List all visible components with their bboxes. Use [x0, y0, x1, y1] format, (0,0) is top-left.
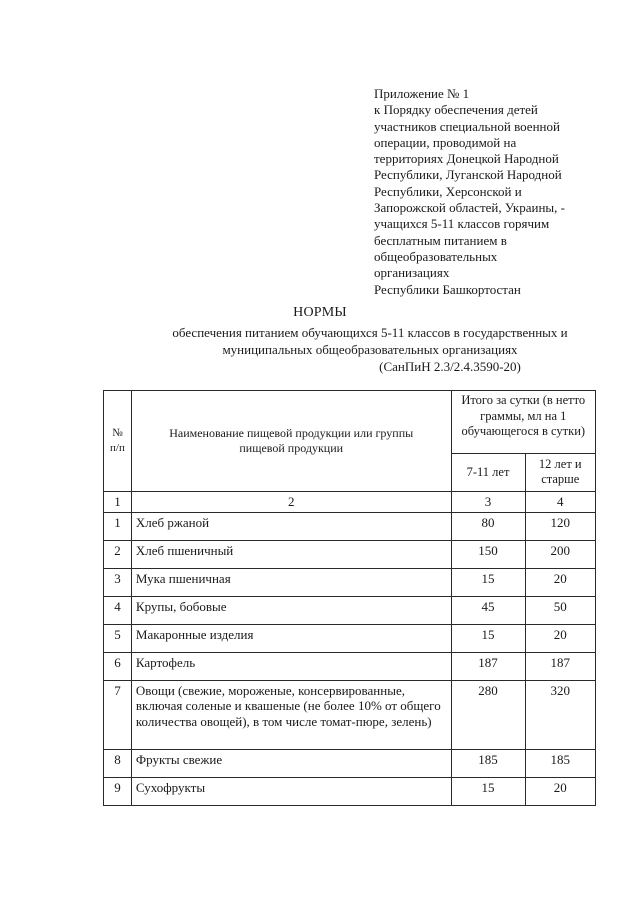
appendix-line: Республики Башкортостан [374, 281, 521, 297]
table-row [104, 680, 596, 749]
row-value-12-plus: 20 [525, 624, 595, 652]
subtitle-reference: (СанПиН 2.3/2.4.3590-20) [379, 359, 521, 374]
appendix-line: Запорожской областей, Украины, - [374, 200, 565, 216]
appendix-line: общеобразовательных [374, 248, 498, 264]
appendix-line: бесплатным питанием в [374, 232, 507, 248]
table-row [104, 777, 596, 805]
row-value-7-11: 280 [451, 680, 525, 749]
table-row [104, 652, 596, 680]
table-row [104, 568, 596, 596]
header-product-name: Наименование пищевой продукции или группы пищевой продукции [131, 391, 451, 492]
row-number: 9 [104, 777, 132, 805]
header-daily-total: Итого за сутки (в нетто граммы, мл на 1 обучающегося в сутки) [451, 391, 595, 454]
table-header-row [104, 391, 596, 454]
row-value-7-11: 80 [451, 512, 525, 540]
row-value-12-plus: 185 [525, 749, 595, 777]
row-value-12-plus: 320 [525, 680, 595, 749]
row-product: Макаронные изделия [131, 624, 451, 652]
appendix-block [374, 86, 614, 298]
row-product: Хлеб ржаной [131, 512, 451, 540]
header-number: № п/п [104, 391, 132, 492]
table-index-row [104, 492, 596, 513]
row-number: 5 [104, 624, 132, 652]
row-value-7-11: 15 [451, 568, 525, 596]
row-number: 4 [104, 596, 132, 624]
index-cell: 3 [451, 492, 525, 513]
document-title: НОРМЫ [293, 305, 347, 320]
row-product: Крупы, бобовые [131, 596, 451, 624]
row-value-12-plus: 20 [525, 777, 595, 805]
row-number: 2 [104, 540, 132, 568]
row-value-7-11: 187 [451, 652, 525, 680]
subtitle-line: обеспечения питанием обучающихся 5-11 классов в государственных и [172, 325, 568, 340]
row-product: Хлеб пшеничный [131, 540, 451, 568]
norms-table [103, 390, 596, 806]
header-age-7-11: 7-11 лет [451, 453, 525, 491]
row-value-12-plus: 200 [525, 540, 595, 568]
document-subtitle [130, 324, 610, 375]
row-product: Овощи (свежие, мороженые, консервированные, включая соленые и квашеные (не более 10% от общего количества овощей), в том числе томат-пюре, зелень) [131, 680, 451, 749]
table-row [104, 624, 596, 652]
row-product: Мука пшеничная [131, 568, 451, 596]
row-number: 1 [104, 512, 132, 540]
appendix-line: организациях [374, 265, 450, 281]
appendix-line: к Порядку обеспечения детей [374, 102, 538, 118]
row-number: 3 [104, 568, 132, 596]
row-value-7-11: 150 [451, 540, 525, 568]
index-cell: 2 [131, 492, 451, 513]
row-value-7-11: 45 [451, 596, 525, 624]
row-product: Сухофрукты [131, 777, 451, 805]
row-number: 8 [104, 749, 132, 777]
appendix-line: операции, проводимой на [374, 134, 517, 150]
appendix-line: Приложение № 1 [374, 86, 470, 101]
appendix-line: участников специальной военной [374, 118, 560, 134]
row-product: Фрукты свежие [131, 749, 451, 777]
subtitle-line: муниципальных общеобразовательных организациях [222, 342, 518, 357]
appendix-line: Республики, Херсонской и [374, 183, 522, 199]
appendix-line: территориях Донецкой Народной [374, 151, 559, 167]
row-number: 6 [104, 652, 132, 680]
row-value-7-11: 15 [451, 777, 525, 805]
row-number: 7 [104, 680, 132, 749]
table-row [104, 749, 596, 777]
row-value-7-11: 185 [451, 749, 525, 777]
table-row [104, 512, 596, 540]
header-age-12-plus: 12 лет и старше [525, 453, 595, 491]
row-value-12-plus: 120 [525, 512, 595, 540]
table-row [104, 540, 596, 568]
index-cell: 1 [104, 492, 132, 513]
appendix-line: учащихся 5-11 классов горячим [374, 216, 550, 232]
appendix-line: Республики, Луганской Народной [374, 167, 562, 183]
row-value-12-plus: 187 [525, 652, 595, 680]
row-product: Картофель [131, 652, 451, 680]
table-row [104, 596, 596, 624]
row-value-12-plus: 50 [525, 596, 595, 624]
row-value-7-11: 15 [451, 624, 525, 652]
index-cell: 4 [525, 492, 595, 513]
row-value-12-plus: 20 [525, 568, 595, 596]
